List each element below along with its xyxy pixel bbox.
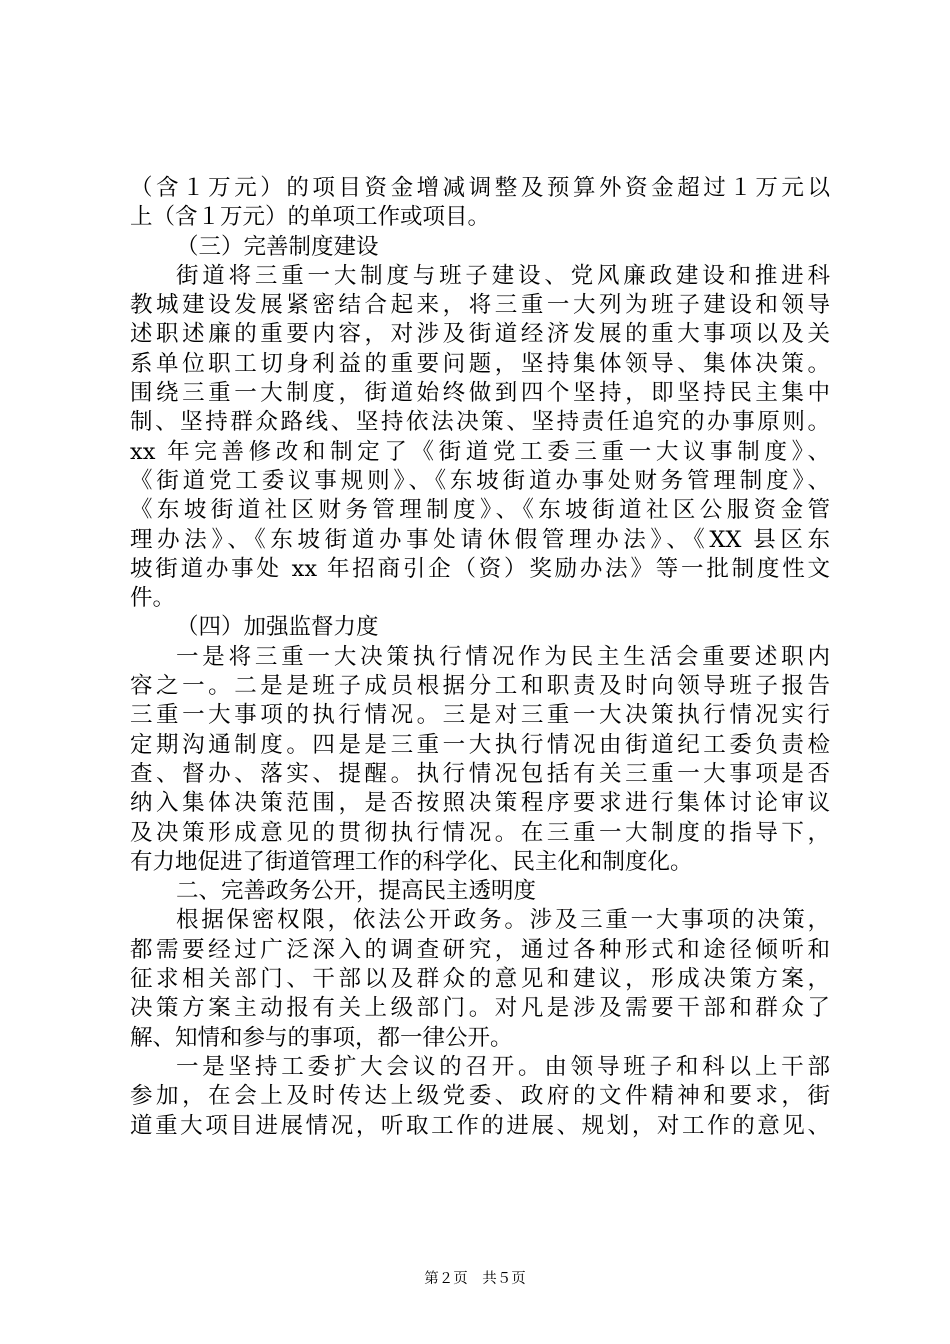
text-line: 一是将三重一大决策执行情况作为民主生活会重要述职内 [176,643,830,670]
section-heading [130,877,830,906]
text-line: 街道将三重一大制度与班子建设、党风廉政建设和推进科 [176,262,830,289]
text-line: （三）完善制度建设 [176,233,379,260]
text-line: 查、督办、落实、提醒。执行情况包括有关三重一大事项是否 [130,760,830,787]
text-line: 上（含１万元）的单项工作或项目。 [130,204,491,231]
paragraph [130,262,830,614]
document-body [130,174,830,1141]
text-line: 件。 [130,585,176,612]
text-line: 围绕三重一大制度，街道始终做到四个坚持，即坚持民主集中 [130,380,830,407]
text-line: xx 年完善修改和制定了《街道党工委三重一大议事制度》、 [130,438,830,465]
text-line: 《东坡街道社区财务管理制度》、《东坡街道社区公服资金管 [130,497,830,524]
text-line: 二、完善政务公开，提高民主透明度 [176,878,537,905]
text-line: 《街道党工委议事规则》、《东坡街道办事处财务管理制度》、 [130,467,830,494]
text-line: 征求相关部门、干部以及群众的意见和建议，形成决策方案， [130,966,830,993]
text-line: 制、坚持群众路线、坚持依法决策、坚持责任追究的办事原则。 [130,409,830,436]
section-heading [130,233,830,262]
text-line: 纳入集体决策范围，是否按照决策程序要求进行集体讨论审议 [130,790,830,817]
text-line: 参加，在会上及时传达上级党委、政府的文件精神和要求，街 [130,1083,830,1110]
text-line: 述职述廉的重要内容，对涉及街道经济发展的重大事项以及关 [130,321,830,348]
text-line: 及决策形成意见的贯彻执行情况。在三重一大制度的指导下， [130,819,830,846]
text-line: 坡街道办事处 xx 年招商引企（资）奖励办法》等一批制度性文 [130,555,830,582]
section-heading [130,613,830,642]
text-line: 决策方案主动报有关上级部门。对凡是涉及需要干部和群众了 [130,995,830,1022]
text-line: 教城建设发展紧密结合起来，将三重一大列为班子建设和领导 [130,292,830,319]
text-line: （含１万元）的项目资金增减调整及预算外资金超过１万元以 [130,175,830,201]
text-line: 根据保密权限，依法公开政务。涉及三重一大事项的决策， [176,907,830,934]
paragraph [130,906,830,1052]
text-line: 理办法》、《东坡街道办事处请休假管理办法》、《XX 县区东 [130,526,830,553]
paragraph [130,1053,830,1141]
text-line: （四）加强监督力度 [176,614,379,641]
text-line: 定期沟通制度。四是是三重一大执行情况由街道纪工委负责检 [130,731,830,758]
text-line: 一是坚持工委扩大会议的召开。由领导班子和科以上干部 [176,1053,830,1080]
text-line: 容之一。二是是班子成员根据分工和职责及时向领导班子报告 [130,673,830,700]
page-footer: 第２页 共５页 [424,1271,526,1287]
paragraph [130,174,830,233]
paragraph [130,643,830,877]
text-line: 解、知情和参与的事项，都一律公开。 [130,1024,513,1051]
text-line: 有力地促进了街道管理工作的科学化、民主化和制度化。 [130,848,693,875]
text-line: 三重一大事项的执行情况。三是对三重一大决策执行情况实行 [130,702,830,729]
text-line: 都需要经过广泛深入的调查研究，通过各种形式和途径倾听和 [130,936,830,963]
text-line: 道重大项目进展情况，听取工作的进展、规划，对工作的意见、 [130,1112,830,1139]
text-line: 系单位职工切身利益的重要问题，坚持集体领导、集体决策。 [130,350,830,377]
